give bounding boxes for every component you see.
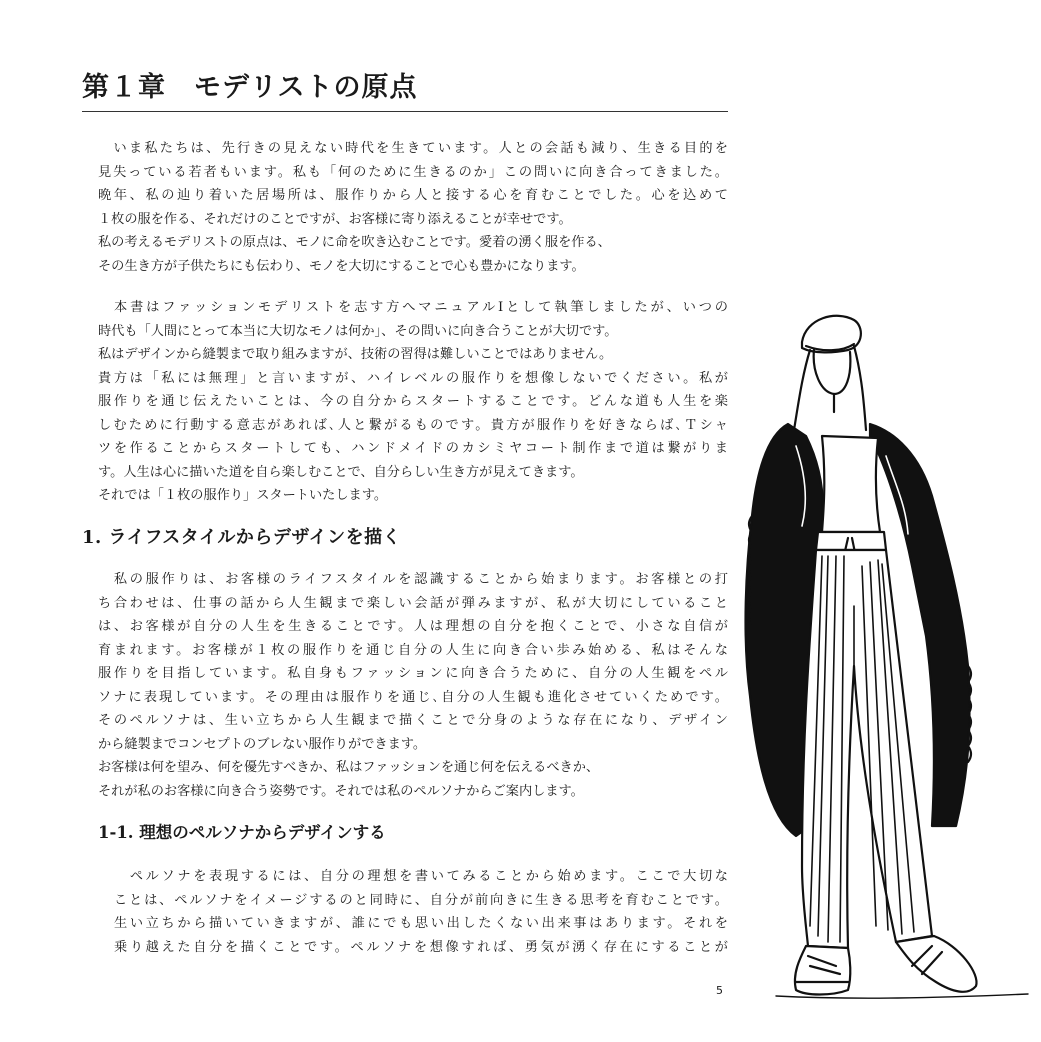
text-line: １枚の服を作る、それだけのことですが、お客様に寄り添えることが幸せです。 (98, 211, 572, 227)
text-line: 晩年、私の辿り着いた居場所は、服作りから人と接する心を育むことでした。心を込めて (98, 188, 728, 203)
intro-paragraph-2 (98, 296, 728, 508)
text-line: その生き方が子供たちにも伝わり、モノを大切にすることで心も豊かになります。 (98, 258, 585, 274)
text-line: 乗り越えた自分を描くことです。ペルソナを想像すれば、勇気が湧く存在にすることが (114, 939, 728, 955)
text-line: 貴方は「私には無理」と言いますが、ハイレベルの服作りを想像しないでください。私が (98, 370, 728, 386)
text-line: 見失っている若者もいます。私も「何のために生きるのか」この問いに向き合ってきました。 (98, 164, 728, 180)
text-line: 育まれます。お客様が１枚の服作りを通じ自分の人生に向き合い歩み始める、私はそんな (98, 642, 728, 658)
title-divider (82, 111, 728, 112)
text-line: ペルソナを表現するには、自分の理想を書いてみることから始めます。ここで大切な (114, 869, 728, 884)
text-line: 本書はファッションモデリストを志す方へマニュアルⅠとして執筆しましたが、いつの (98, 300, 728, 315)
text-line: そのペルソナは、生い立ちから人生観まで描くことで分身のような存在になり、デザイン (98, 713, 728, 728)
text-line: 服作りを通じ伝えたいことは、今の自分からスタートすることです。どんな道も人生を楽 (98, 394, 728, 409)
text-line: ことは、ペルソナをイメージするのと同時に、自分が前向きに生きる思考を育むことです。 (114, 892, 728, 908)
section-1-paragraph (98, 568, 728, 803)
text-line: 私の服作りは、お客様のライフスタイルを認識することから始まります。お客様との打 (98, 572, 728, 587)
section-1-heading: 1. ライフスタイルからデザインを描く (82, 527, 402, 548)
text-line: 服作りを目指しています。私自身もファッションに向き合うために、自分の人生観をペル (98, 666, 728, 681)
text-line: しむために行動する意志があれば､人と繋がるものです。貴方が服作りを好きならば､Ｔシャ (98, 417, 728, 433)
intro-paragraph-1 (98, 137, 728, 278)
text-line: 私はデザインから縫製まで取り組みますが、技術の習得は難しいことではありません。 (98, 347, 613, 362)
text-line: それでは「１枚の服作り」スタートいたします。 (98, 488, 388, 503)
text-line: 私の考えるモデリストの原点は、モノに命を吹き込むことです。愛着の湧く服を作る、 (98, 235, 611, 250)
text-line: す。人生は心に描いた道を自ら楽しむことで、自分らしい生き方が見えてきます。 (98, 464, 584, 480)
text-line: 生い立ちから描いていきますが、誰にでも思い出したくない出来事はあります。それを (114, 916, 728, 931)
page-number: 5 (716, 984, 723, 997)
fashion-figure-illustration-icon (736, 306, 1036, 1006)
text-line: ち合わせは、仕事の話から人生観まで楽しい会話が弾みますが、私が大切にしていること (98, 595, 728, 611)
text-line: それが私のお客様に向き合う姿勢です。それでは私のペルソナからご案内します。 (98, 783, 584, 799)
text-line: いま私たちは、先行きの見えない時代を生きています。人との会話も減り、生きる目的を (98, 141, 728, 156)
text-line: は、お客様が自分の人生を生きることです。人は理想の自分を抱くことで、小さな自信が (98, 619, 728, 634)
text-line: から縫製までコンセプトのブレない服作りができます。 (98, 736, 427, 752)
text-line: お客様は何を望み、何を優先すべきか、私はファッションを通じ何を伝えるべきか、 (98, 760, 600, 775)
text-line: ソナに表現しています。その理由は服作りを通じ､自分の人生観も進化させていくためです。 (98, 689, 728, 705)
section-1-1-paragraph (114, 865, 728, 959)
text-line: 時代も「人間にとって本当に大切なモノは何か」、その問いに向き合うことが大切です。 (98, 323, 618, 339)
section-1-1-heading: 1-1. 理想のペルソナからデザインする (98, 823, 386, 842)
text-line: ツを作ることからスタートしても、ハンドメイドのカシミヤコート制作まで道は繋がりま (98, 441, 728, 456)
chapter-title: 第１章 モデリストの原点 (82, 72, 418, 103)
